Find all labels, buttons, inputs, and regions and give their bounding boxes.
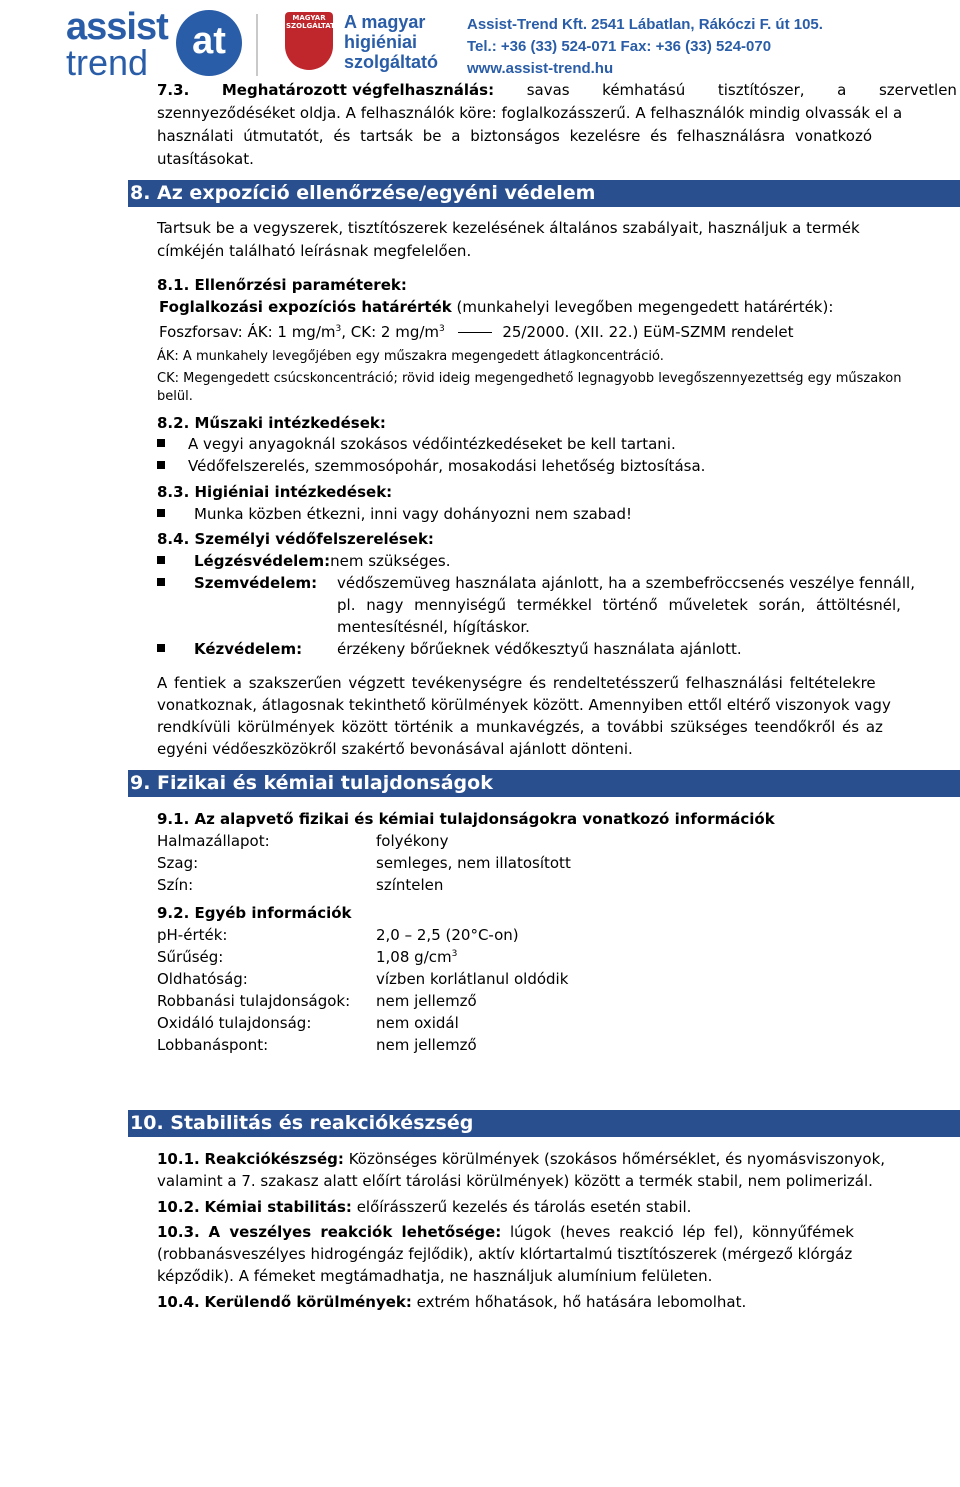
- ppe-label: Szemvédelem:: [194, 574, 318, 592]
- section-9-1-title: 9.1. Az alapvető fizikai és kémiai tulajdonságokra vonatkozó információk: [157, 810, 775, 828]
- property-label: pH-érték:: [157, 926, 228, 944]
- section-8-1-title: 8.1. Ellenőrzési paraméterek:: [157, 276, 407, 294]
- section-8-intro1: Tartsuk be a vegyszerek, tisztítószerek kezelésének általános szabályait, használjuk a termék: [157, 219, 860, 237]
- ck-definition-cont: belül.: [157, 389, 193, 404]
- eye-protection-value: védőszemüveg használata ajánlott, ha a szembefröccsenés veszélye fennáll,: [337, 574, 915, 592]
- property-value: folyékony: [376, 832, 449, 850]
- property-label: Robbanási tulajdonságok:: [157, 992, 351, 1010]
- superscript: 3: [451, 949, 458, 959]
- section-number: 7.3.: [157, 81, 190, 99]
- superscript: 3: [335, 324, 342, 334]
- list-item: A vegyi anyagoknál szokásos védőintézkedéseket be kell tartani.: [188, 435, 676, 453]
- property-value: [376, 946, 457, 968]
- section-text: Közönséges körülmények (szokásos hőmérséklet, és nyomásviszonyok,: [348, 1150, 886, 1168]
- logo-at-icon: at: [176, 10, 242, 76]
- magyar-line: A magyar: [344, 12, 426, 32]
- property-label: Oldhatóság:: [157, 970, 248, 988]
- company-info: [467, 14, 823, 80]
- section-10-1-line2: valamint a 7. szakasz alatt előírt tárolási körülmények) között a termék stabil, nem polimerizál.: [157, 1172, 873, 1190]
- section-number: 10.2.: [157, 1198, 200, 1216]
- section-7-3-line3: használati útmutatót, és tartsák be a biztonságos kezelésre és felhasználásra vonatkozó: [157, 127, 873, 145]
- section-label: Kerülendő körülmények:: [204, 1293, 412, 1311]
- bullet-icon: [157, 644, 165, 652]
- eye-protection-value-cont: pl. nagy mennyiségű termékkel történő műveletek során, áttöltésnél,: [337, 596, 901, 614]
- property-label: Lobbanáspont:: [157, 1036, 269, 1054]
- list-item: Védőfelszerelés, szemmosópohár, mosakodási lehetőség biztosítása.: [188, 457, 706, 475]
- logo-assist-text: assist: [66, 6, 168, 48]
- section-8-4-title: 8.4. Személyi védőfelszerelések:: [157, 530, 434, 548]
- section-label: Kémiai stabilitás:: [204, 1198, 352, 1216]
- section-8-3-title: 8.3. Higiéniai intézkedések:: [157, 483, 393, 501]
- logo-trend-text: trend: [66, 42, 149, 83]
- property-label: Sűrűség:: [157, 948, 224, 966]
- company-phone: Tel.: +36 (33) 524-071 Fax: +36 (33) 524-070: [467, 38, 772, 55]
- ak-definition: ÁK: A munkahely levegőjében egy műszakra megengedett átlagkoncentráció.: [157, 349, 664, 364]
- bullet-icon: [157, 556, 165, 564]
- property-value: színtelen: [376, 876, 444, 894]
- bullet-icon: [157, 578, 165, 586]
- property-value: 2,0 – 2,5 (20°C-on): [376, 926, 519, 944]
- section-7-3-line4: utasításokat.: [157, 150, 254, 168]
- oel-label: Foglalkozási expozíciós határérték: [159, 298, 452, 316]
- section-10-heading: 10. Stabilitás és reakciókészség: [128, 1110, 960, 1137]
- hand-protection-value: érzékeny bőrűeknek védőkesztyű használata ajánlott.: [337, 640, 742, 658]
- property-value: nem oxidál: [376, 1014, 459, 1032]
- section-label: A veszélyes reakciók lehetősége:: [208, 1223, 502, 1241]
- eye-protection-value-cont: mentesítésnél, hígításkor.: [337, 618, 530, 636]
- respiratory-protection: [194, 550, 450, 572]
- company-address: Assist-Trend Kft. 2541 Lábatlan, Rákóczi F. út 105.: [467, 16, 823, 33]
- ppe-label: Légzésvédelem:: [194, 552, 331, 570]
- section-text: extrém hőhatások, hő hatására lebomolhat.: [416, 1293, 747, 1311]
- property-value: nem jellemző: [376, 1036, 477, 1054]
- section-number: 10.1.: [157, 1150, 200, 1168]
- section-9-heading: 9. Fizikai és kémiai tulajdonságok: [128, 770, 960, 797]
- section-7-3-line1: [157, 79, 957, 101]
- ppe-value: nem szükséges.: [330, 552, 451, 570]
- section-10-1-line1: [157, 1148, 885, 1170]
- word: szervetlen: [878, 81, 957, 99]
- list-item: Munka közben étkezni, inni vagy dohányozni nem szabad!: [194, 505, 633, 523]
- section-9-2-title: 9.2. Egyéb információk: [157, 904, 352, 922]
- property-label: Halmazállapot:: [157, 832, 270, 850]
- superscript: 3: [439, 324, 445, 334]
- section-10-2: [157, 1196, 691, 1218]
- section-8-1-line1: [159, 296, 833, 318]
- section-10-3-line1: [157, 1221, 854, 1243]
- header-divider: [256, 14, 258, 76]
- property-label: Oxidáló tulajdonság:: [157, 1014, 312, 1032]
- bullet-icon: [157, 439, 165, 447]
- section-text: lúgok (heves reakció lép fel), könnyűfémek: [510, 1223, 854, 1241]
- section-number: 10.4.: [157, 1293, 200, 1311]
- paragraph-line: rendkívüli körülmények között történik a munkavégzés, a további szükséges teendőkről és az: [157, 718, 883, 736]
- magyar-line: higiéniai: [344, 32, 418, 52]
- section-8-heading: 8. Az expozíció ellenőrzése/egyéni védelem: [128, 180, 960, 207]
- word: savas: [526, 81, 570, 99]
- property-value: semleges, nem illatosított: [376, 854, 571, 872]
- section-number: 10.3.: [157, 1223, 200, 1241]
- section-8-2-title: 8.2. Műszaki intézkedések:: [157, 414, 386, 432]
- density-value: 1,08 g/cm: [376, 948, 452, 966]
- magyar-line: szolgáltató: [344, 52, 439, 72]
- property-value: nem jellemző: [376, 992, 477, 1010]
- section-text: előírásszerű kezelés és tárolás esetén stabil.: [356, 1198, 692, 1216]
- oel-desc: (munkahelyi levegőben megengedett határérték):: [456, 298, 834, 316]
- bullet-icon: [157, 461, 165, 469]
- section-10-4: [157, 1291, 746, 1313]
- property-label: Szag:: [157, 854, 199, 872]
- paragraph-line: vonatkoznak, átlagosnak tekinthető körülmények között. Amennyiben ettől eltérő viszonyok vagy: [157, 696, 891, 714]
- ck-definition: CK: Megengedett csúcskoncentráció; rövid ideig megengedhető legnagyobb levegőszennyezettség egy műszakon: [157, 371, 902, 386]
- shield-text: MAGYAR SZOLGÁLTATÁS: [286, 14, 345, 30]
- section-8-1-line2: [159, 321, 794, 343]
- section-8-intro2: címkéjén található leírásnak megfelelően.: [157, 242, 472, 260]
- ck-value: , CK: 2 mg/m: [341, 323, 440, 341]
- word: kémhatású: [602, 81, 686, 99]
- section-10-3-line3: képződik). A fémeket megtámadhatja, ne használjuk alumínium felületen.: [157, 1267, 713, 1285]
- bullet-icon: [157, 509, 165, 517]
- section-title: Meghatározott végfelhasználás:: [221, 81, 495, 99]
- word: tisztítószer,: [717, 81, 805, 99]
- magyar-tagline: [344, 12, 438, 72]
- paragraph-line: egyéni védőeszközökről szakértő bevonásával ajánlott dönteni.: [157, 740, 633, 758]
- section-7-3-line2: szennyeződéséket oldja. A felhasználók köre: foglalkozásszerű. A felhasználók mindig olvassák el a: [157, 104, 903, 122]
- property-value: vízben korlátlanul oldódik: [376, 970, 569, 988]
- ppe-label: Kézvédelem:: [194, 640, 303, 658]
- dash-line: [458, 332, 492, 333]
- section-label: Reakciókészség:: [204, 1150, 344, 1168]
- regulation-ref: 25/2000. (XII. 22.) EüM-SZMM rendelet: [502, 323, 794, 341]
- paragraph-line: A fentiek a szakszerűen végzett tevékenységre és rendeltetésszerű felhasználási feltételekre: [157, 674, 876, 692]
- ak-value: Foszforsav: ÁK: 1 mg/m: [159, 323, 336, 341]
- word: a: [837, 81, 847, 99]
- property-label: Szín:: [157, 876, 194, 894]
- section-10-3-line2: (robbanásveszélyes hidrogéngáz fejlődik), aktív klórtartalmú tisztítószerek (mérgező klórgáz: [157, 1245, 853, 1263]
- company-website: www.assist-trend.hu: [467, 60, 614, 77]
